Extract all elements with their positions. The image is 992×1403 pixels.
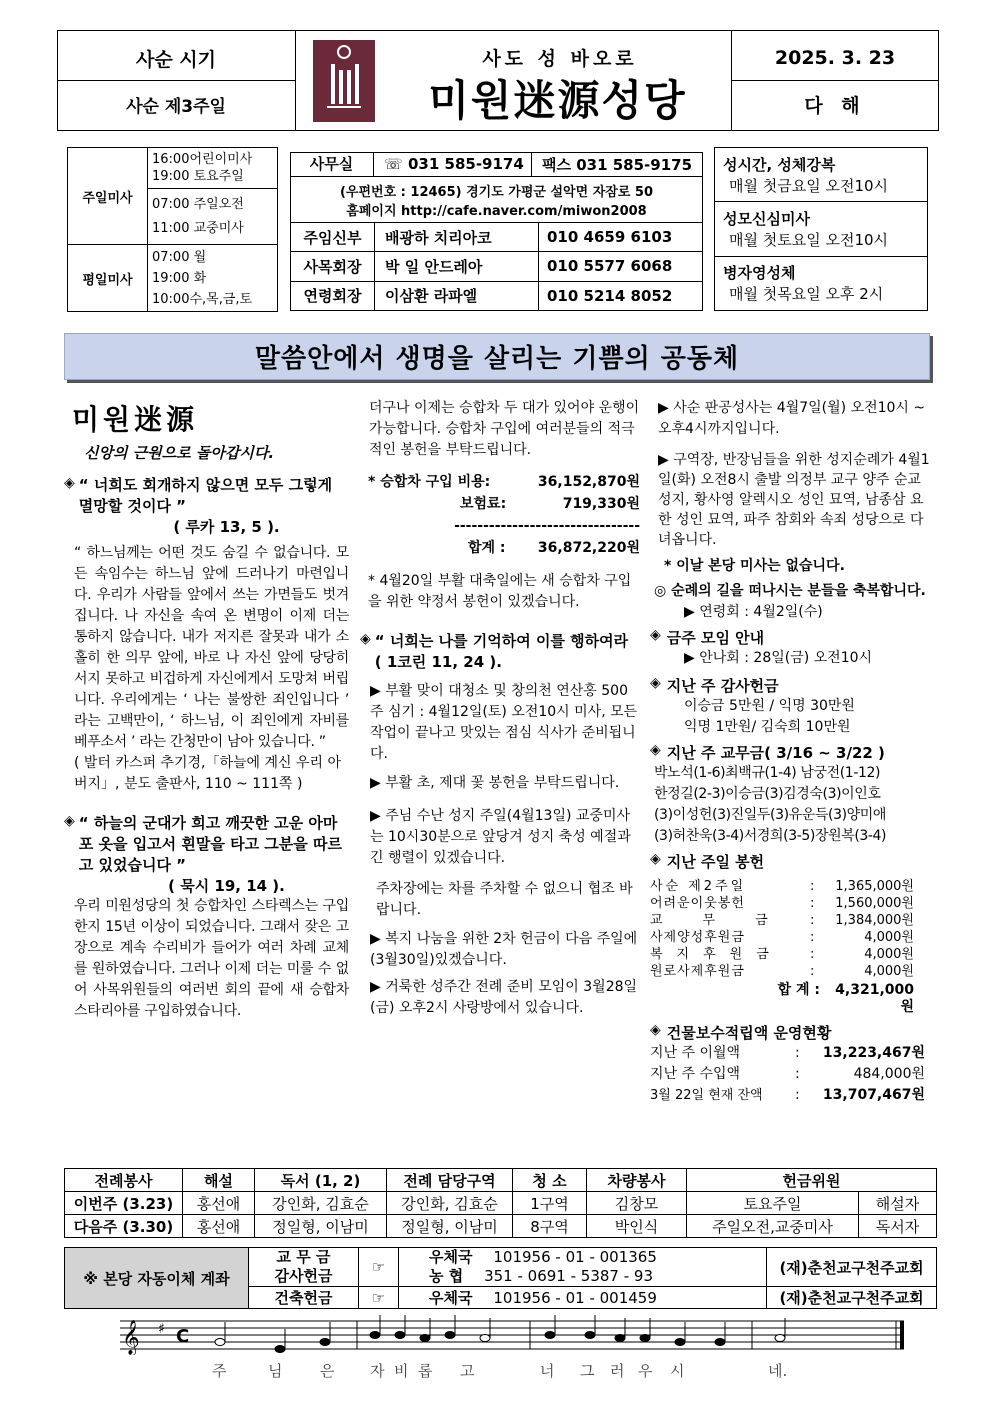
fund-value: 484,000원	[853, 1066, 925, 1082]
lyric: 비	[394, 1362, 409, 1380]
duty-cell: 해설자	[859, 1192, 937, 1215]
van-appeal: 더구나 이제는 승합차 두 대가 있어야 운행이 가능합니다. 승합차 구입에 여러분들의 적극적인 봉헌을 부탁드립니다.	[369, 400, 640, 458]
offering-value: 4,000원	[864, 947, 914, 962]
miwon-motto: 신앙의 근원으로 돌아갑시다.	[84, 444, 275, 462]
music-note-icon	[445, 1332, 455, 1339]
banner-text: 말씀안에서 생명을 살리는 기쁨의 공동체	[254, 344, 740, 374]
office-address: (우편번호 : 12465) 경기도 가평군 설악면 자잠로 50	[339, 185, 653, 200]
duty-header: 전례봉사	[65, 1169, 183, 1192]
header-left-divider	[295, 30, 296, 131]
duty-cell: 정일형, 이남미	[387, 1215, 513, 1238]
duty-cell: 토요주일	[687, 1192, 859, 1215]
music-note-icon	[715, 1339, 725, 1346]
offering-value: 4,000원	[864, 930, 914, 945]
diamond-icon: ◈	[650, 851, 661, 867]
duty-cell: 박인식	[587, 1215, 687, 1238]
mass-item: 10:00수,목,금,토	[152, 291, 253, 307]
parish-logo-icon	[313, 40, 375, 122]
notice-item: ▶ 부활 맞이 대청소 및 창의천 연산홍 500주 심기 : 4월12일(토) 오전10시 미사, 모든 작업이 끝나고 맛있는 점심 식사가 준비됩니다.	[370, 683, 638, 762]
diamond-icon: ◈	[650, 627, 661, 643]
office-fax: 팩스 031 585-9175	[542, 155, 693, 174]
lyric: 시	[670, 1362, 685, 1380]
transfer-holder: (재)춘천교구천주교회	[767, 1248, 937, 1287]
offering-label: 교무금	[650, 913, 808, 928]
svg-text:♯: ♯	[158, 1321, 165, 1337]
fund-label: 지난 주 수입액	[650, 1066, 741, 1082]
transfer-bank: 농 협	[429, 1267, 464, 1285]
treble-clef-icon: 𝄞	[122, 1320, 140, 1355]
duty-cell: 정일형, 이남미	[255, 1215, 387, 1238]
notice-item: ◎ 순례의 길을 떠나시는 분들을 축복합니다.	[654, 583, 926, 599]
music-note-icon	[320, 1339, 330, 1346]
motto-banner	[64, 333, 930, 380]
duty-cell: 8구역	[513, 1215, 587, 1238]
lyric: 롭	[418, 1362, 433, 1380]
notice-item: * 이날 본당 미사는 없습니다.	[664, 558, 845, 574]
sunday-mass-label: 주일미사	[68, 148, 148, 245]
duty-cell: 홍선애	[183, 1215, 255, 1238]
svg-text:C: C	[176, 1326, 190, 1347]
bulletin-date: 2025. 3. 23	[774, 47, 896, 69]
lyric: 우	[638, 1362, 653, 1380]
quote-body: 우리 미원성당의 첫 승합차인 스타렉스는 구입한지 15년 이상이 되었습니다. 그래서 잦은 고장으로 계속 수리비가 들어가 여러 차례 교체를 원하였습니다. 그러나 이제 더는 미룰 수 없어 사목위원들의 여러번 회의 끝에 새 승합차 스타리아를 구입하였습니다.	[74, 898, 349, 1019]
duty-header: 전례 담당구역	[387, 1169, 513, 1192]
offering-value: 1,560,000원	[835, 896, 914, 911]
lyric: 님	[268, 1362, 283, 1380]
notice-item: 주차장에는 차를 주차할 수 없으니 협조 바랍니다.	[376, 881, 633, 918]
section-title: 지난 주 교무금( 3/16 ~ 3/22 )	[666, 744, 885, 762]
cost-value: 36,152,870원	[537, 474, 640, 490]
transfer-label: ※ 본당 자동이체 계좌	[65, 1248, 249, 1309]
header-right-hline	[731, 80, 939, 81]
staff-table	[290, 222, 703, 311]
fund-label: 3월 22일 현재 잔액	[650, 1088, 763, 1103]
cost-label: * 승합차 구입 비용:	[368, 474, 491, 490]
notice-item: ▶ 구역장, 반장님들을 위한 성지순례가 4월1일(화) 오전8시 출발 의정부 교구 양주 순교 성지, 황사영 알렉시오 성인 묘역, 남종삼 요한 성인 묘역, 파주 참회와 속죄 성당으로 다녀옵니다.	[658, 452, 930, 548]
music-note-icon	[585, 1332, 595, 1339]
pointing-hand-icon: ☞	[359, 1248, 399, 1287]
duty-cell: 독서자	[859, 1215, 937, 1238]
staff-role: 주임신부	[291, 223, 375, 252]
staff-phone: 010 5214 8052	[539, 281, 703, 310]
music-note-icon	[545, 1332, 555, 1339]
staff-role: 연령회장	[291, 281, 375, 310]
school-line: 한정길(2-3)이승금(3)김경숙(3)이인호	[654, 786, 881, 802]
mass-item: 19:00 화	[152, 270, 207, 286]
duty-cell: 홍선애	[183, 1192, 255, 1215]
music-note-icon	[775, 1335, 785, 1342]
pointing-hand-icon: ☞	[359, 1287, 399, 1309]
section-title: 건물보수적립액 운영현황	[666, 1024, 832, 1042]
lyric: 네.	[768, 1362, 788, 1380]
duty-cell: 강인화, 김효순	[255, 1192, 387, 1215]
special-mass-table	[714, 147, 928, 311]
notice-item: ▶ 복지 나눔을 위한 2차 헌금이 다음 주일에 (3월30일)있겠습니다.	[370, 931, 638, 968]
miwon-logo-text: 미원迷源	[72, 403, 199, 436]
special-detail: 매월 첫목요일 오후 2시	[729, 285, 884, 304]
insurance-label: 보험료:	[460, 496, 507, 512]
notice-item: ▶ 연령회 : 4월2일(수)	[684, 604, 823, 620]
song-lyrics	[120, 1360, 910, 1382]
mass-item: 16:00어린이미사	[152, 152, 253, 167]
transfer-account: 351 - 0691 - 5387 - 93	[484, 1267, 654, 1285]
liturgical-cycle: 다 해	[804, 94, 866, 117]
thanks-line: 이승금 5만원 / 익명 30만원	[684, 698, 855, 714]
quote-source: ( 발터 카스퍼 추기경,「하늘에 계신 우리 아버지」, 분도 출판사, 110 ~ 111쪽 )	[74, 755, 341, 792]
special-title: 성모신심미사	[723, 209, 810, 228]
mass-item: 11:00 교중미사	[152, 220, 244, 236]
music-staff	[120, 1315, 910, 1355]
diamond-icon: ◈	[650, 1022, 661, 1038]
transfer-type: 교 무 금	[276, 1248, 331, 1266]
transfer-table	[64, 1247, 937, 1309]
staff-phone: 010 4659 6103	[539, 223, 703, 252]
quote-ref: ( 루카 13, 5 ).	[173, 518, 280, 536]
school-line: (3)이성헌(3)진일두(3)유운득(3)양미애	[654, 807, 887, 823]
offering-value: 4,000원	[864, 964, 914, 979]
notice-item: ▶ 안나회 : 28일(금) 오전10시	[684, 650, 873, 666]
school-line: (3)허찬욱(3-4)서경희(3-5)장원복(3-4)	[654, 828, 887, 844]
music-note-icon	[675, 1339, 685, 1346]
music-note-icon	[370, 1332, 380, 1339]
diamond-icon: ◈	[650, 675, 661, 691]
staff-name: 이삼환 라파엘	[375, 281, 539, 310]
lyric: 자	[370, 1362, 385, 1380]
staff-role: 사목회장	[291, 252, 375, 281]
lyric: 러	[610, 1362, 625, 1380]
notice-item: ▶ 사순 판공성사는 4월7일(월) 오전10시 ~ 오후4시까지입니다.	[658, 400, 926, 437]
weekday-mass-label: 평일미사	[68, 245, 148, 312]
transfer-bank: 우체국	[429, 1248, 473, 1266]
offering-label: 복지후원금	[650, 947, 783, 962]
notice-item: ▶ 주님 수난 성지 주일(4월13일) 교중미사는 10시30분으로 앞당겨 성지 축성 예절과 긴 행렬이 있겠습니다.	[370, 808, 631, 866]
sum-value: 36,872,220원	[537, 540, 640, 556]
building-fund-list: 지난 주 이월액 : 13,223,467원 지난 주 수입액 : 484,000원 3월 22일 현재 잔액 : 13,707,467원	[650, 1043, 935, 1106]
mass-item: 07:00 월	[152, 249, 207, 265]
office-label: 사무실	[290, 152, 374, 177]
offering-label: 어려운이웃봉헌	[650, 896, 745, 911]
sum-label: 합계 :	[468, 540, 506, 556]
fund-value: 13,707,467원	[822, 1087, 925, 1103]
duty-cell: 주일오전,교중미사	[687, 1215, 859, 1238]
mass-item: 07:00 주일오전	[152, 196, 244, 212]
duty-header: 독서 (1, 2)	[255, 1169, 387, 1192]
quote-body: “ 하느님께는 어떤 것도 숨길 수 없습니다. 모든 속임수는 하느님 앞에 드러나기 마련입니다. 우리가 사람들 앞에서 쓰는 가면들도 벗겨집니다. 나 자신을 속여 온 변명이 이제 더는 통하지 않습니다. 내가 저지른 잘못과 내가 소홀히 한 의무 앞에, 바로 나 자신 앞에 당당히 서지 못하고 비겁하게 자신에게서 도망쳐 버립니다. 우리에게는 ‘ 나는 불쌍한 죄인입니다 ’ 라는 고백만이, ‘ 하느님, 이 죄인에게 자비를 베푸소서 ’ 라는 간청만이 남아 있습니다. ”	[74, 545, 349, 750]
offering-label: 원로사제후원금	[650, 964, 745, 979]
duty-cell: 1구역	[513, 1192, 587, 1215]
transfer-account: 101956 - 01 - 001365	[493, 1248, 657, 1266]
lyric: 주	[212, 1362, 227, 1380]
duty-table	[64, 1168, 937, 1238]
lyric: 고	[460, 1362, 475, 1380]
music-note-icon	[215, 1339, 225, 1346]
diamond-icon: ◈	[650, 742, 661, 758]
music-note-icon	[275, 1346, 285, 1353]
staff-name: 박 일 안드레아	[375, 252, 539, 281]
offering-label: 사제양성후원금	[650, 930, 745, 945]
lyric: 그	[580, 1362, 595, 1380]
diamond-icon: ◈	[64, 813, 75, 829]
music-note-icon	[640, 1335, 650, 1342]
quote-title: “ 너희도 회개하지 않으면 모두 그렇게 멸망할 것이다 ”	[78, 476, 333, 515]
diamond-icon: ◈	[64, 475, 75, 491]
thanks-line: 익명 1만원/ 김숙희 10만원	[684, 719, 851, 735]
mass-times-table	[67, 147, 278, 312]
week-label: 사순 제3주일	[126, 96, 226, 117]
staff-name: 배광하 치리아코	[375, 223, 539, 252]
insurance-value: 719,330원	[562, 496, 640, 512]
section-title: 지난 주일 봉헌	[666, 853, 765, 871]
transfer-account: 101956 - 01 - 001459	[493, 1289, 657, 1307]
column-3	[650, 398, 935, 1106]
special-detail: 매월 첫금요일 오전10시	[729, 176, 889, 195]
column-1	[64, 398, 349, 1022]
notice-item: ▶ 거룩한 성주간 전례 준비 모임이 3월28일(금) 오후2시 사랑방에서 있습니다.	[370, 979, 638, 1016]
offering-value: 1,384,000원	[835, 913, 914, 928]
quote-ref: ( 묵시 19, 14 ).	[168, 877, 285, 895]
music-note-icon	[395, 1332, 405, 1339]
office-phone: ☏ 031 585-9174	[374, 152, 532, 177]
section-title: 금주 모임 안내	[666, 629, 765, 647]
special-title: 병자영성체	[723, 264, 796, 283]
staff-phone: 010 5577 6068	[539, 252, 703, 281]
offering-value: 1,365,000원	[835, 879, 914, 894]
offering-total: 4,321,000원	[835, 982, 914, 1015]
music-note-icon	[615, 1335, 625, 1342]
transfer-holder: (재)춘천교구천주교회	[767, 1287, 937, 1309]
duty-header: 헌금위원	[687, 1169, 937, 1192]
column-2	[360, 398, 640, 1019]
quote-title: “ 하늘의 군대가 희고 깨끗한 고운 아마포 옷을 입고서 흰말을 타고 그분을 따르고 있었습니다 ”	[78, 814, 342, 874]
fund-value: 13,223,467원	[822, 1045, 925, 1061]
quote-title: “ 너희는 나를 기억하여 이를 행하여라 ( 1코린 11, 24 ).	[374, 632, 629, 671]
office-homepage: 홈페이지 http://cafe.naver.com/miwon2008	[346, 204, 647, 219]
fund-label: 지난 주 이월액	[650, 1045, 741, 1061]
transfer-type: 건축헌금	[249, 1287, 359, 1309]
lyric: 은	[320, 1362, 335, 1380]
lyric: 너	[540, 1362, 555, 1380]
easter-note: * 4월20일 부활 대축일에는 새 승합차 구입을 위한 약정서 봉헌이 있겠습니다.	[368, 573, 632, 610]
duty-cell: 강인화, 김효순	[387, 1192, 513, 1215]
offering-list: 사순 제2주일 : 1,365,000원 어려운이웃봉헌 : 1,560,000원 교무금 : 1,384,000원 사제양성후원금 : 4,000원 복지후원금 : 4,000원 원로사제후원금 : 4,000원 합 계 : 4,321,000원	[650, 879, 914, 1015]
offering-total-label: 합 계 :	[777, 982, 820, 998]
transfer-bank: 우체국	[429, 1289, 473, 1307]
duty-cell: 김창모	[587, 1192, 687, 1215]
music-note-icon	[480, 1335, 490, 1342]
dash-line: --------------------------------	[454, 518, 640, 534]
duty-week: 이번주 (3.23)	[65, 1192, 183, 1215]
school-line: 박노석(1-6)최백규(1-4) 남궁전(1-12)	[654, 765, 881, 781]
duty-week: 다음주 (3.30)	[65, 1215, 183, 1238]
diamond-icon: ◈	[360, 631, 371, 647]
music-note-icon	[420, 1335, 430, 1342]
parish-name: 미원迷源성당	[428, 76, 687, 125]
duty-header: 차량봉사	[587, 1169, 687, 1192]
offering-label: 사순 제2주일	[650, 879, 747, 894]
special-title: 성시간, 성체강복	[723, 155, 836, 174]
transfer-type: 감사헌금	[274, 1267, 333, 1285]
header-left-hline	[57, 80, 295, 81]
season-label: 사순 시기	[135, 48, 217, 71]
notice-item: ▶ 부활 초, 제대 꽃 봉헌을 부탁드립니다.	[370, 775, 620, 791]
patron-label: 사도 성 바오로	[482, 48, 638, 70]
duty-header: 해설	[183, 1169, 255, 1192]
office-row	[290, 152, 703, 177]
special-detail: 매월 첫토요일 오전10시	[729, 230, 889, 249]
section-title: 지난 주 감사헌금	[666, 677, 779, 695]
duty-header: 청 소	[513, 1169, 587, 1192]
mass-item: 19:00 토요주일	[152, 169, 244, 184]
